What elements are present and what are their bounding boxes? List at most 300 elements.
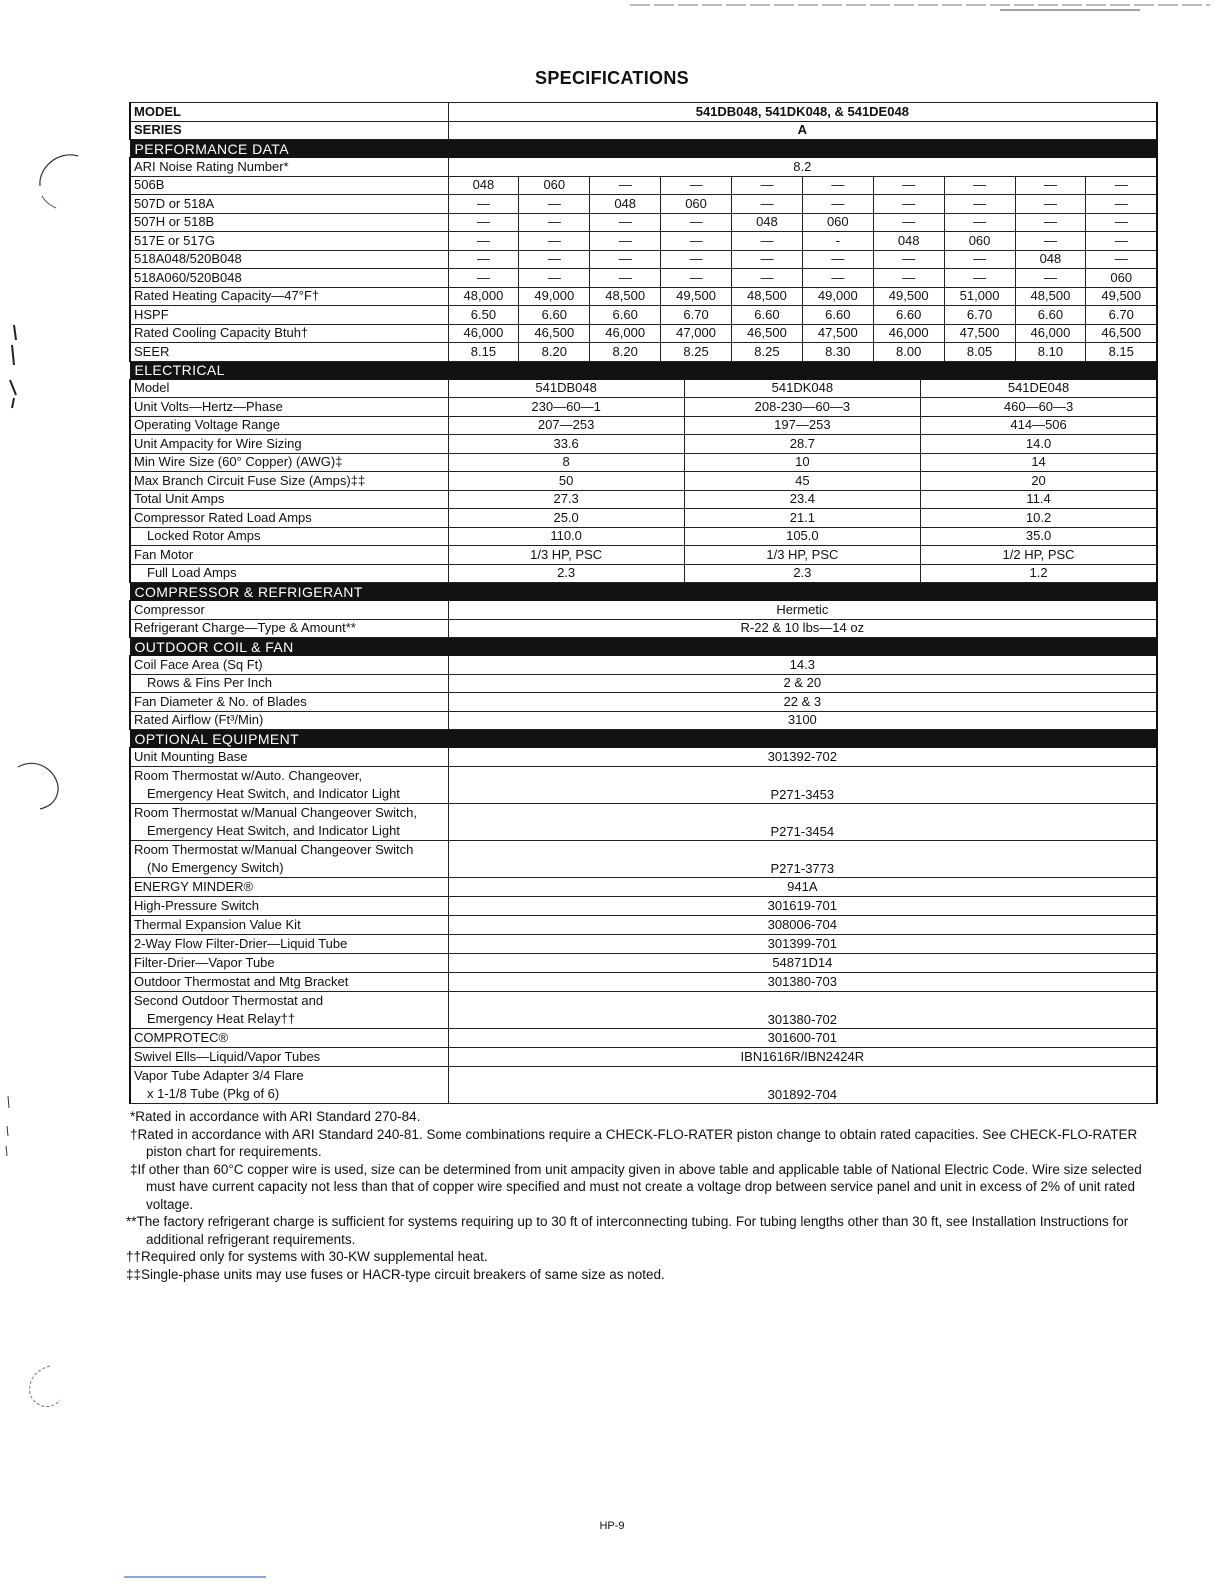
row-label: Total Unit Amps [130,490,448,509]
series-row [130,121,1157,140]
performance-cell: 8.05 [944,343,1015,362]
performance-cell: 060 [1086,269,1157,288]
row-label: SEER [130,343,448,362]
performance-cell: 47,000 [661,324,732,343]
electrical-cell: 230—60—1 [448,398,684,417]
punch-hole-mark [10,755,70,815]
performance-cell: — [732,176,803,195]
electrical-cell: 207—253 [448,416,684,435]
section-header-compressor [130,583,1157,601]
optional-value: 308006-704 [448,916,1157,935]
performance-row [130,250,1157,269]
electrical-cell: 105.0 [684,527,920,546]
performance-row [130,306,1157,325]
performance-cell: 46,500 [519,324,590,343]
performance-cell: — [448,213,519,232]
bottom-edge-line [124,1574,274,1580]
performance-cell: 8.25 [732,343,803,362]
performance-cell: — [1015,232,1086,251]
row-label: Rated Cooling Capacity Btuh† [130,324,448,343]
optional-value: 301892-704 [448,1067,1157,1104]
electrical-cell: 50 [448,472,684,491]
footnote [126,1213,1150,1248]
performance-cell: 060 [519,176,590,195]
electrical-row [130,453,1157,472]
compressor-row [130,619,1157,638]
performance-cell: — [732,232,803,251]
performance-cell: — [944,213,1015,232]
electrical-cell: 27.3 [448,490,684,509]
optional-value: 301619-701 [448,897,1157,916]
row-label: Max Branch Circuit Fuse Size (Amps)‡‡ [130,472,448,491]
row-label: Compressor [130,601,448,620]
row-label-line: ENERGY MINDER® [134,879,254,894]
optional-value: P271-3773 [448,841,1157,878]
row-label [130,748,448,767]
electrical-cell: 460—60—3 [921,398,1158,417]
footnotes [126,1108,1150,1283]
row-label [130,973,448,992]
row-label-line: High-Pressure Switch [134,898,259,913]
row-label [130,767,448,804]
electrical-cell: 1.2 [921,564,1158,583]
footnote-mark: ** [126,1214,137,1229]
electrical-row [130,527,1157,546]
row-label-line: Room Thermostat w/Manual Changeover Switch [134,842,414,857]
optional-row [130,841,1157,878]
performance-cell: — [732,269,803,288]
performance-row [130,213,1157,232]
performance-cell: — [519,195,590,214]
row-label: Model [130,379,448,398]
row-label: Locked Rotor Amps [130,527,448,546]
row-label-line: Emergency Heat Switch, and Indicator Light [147,786,400,801]
performance-cell: 46,500 [732,324,803,343]
row-label: 507H or 518B [130,213,448,232]
row-label: MODEL [130,103,448,122]
footnote-mark: † [130,1126,138,1142]
performance-cell: — [802,176,873,195]
optional-row [130,1048,1157,1067]
performance-row [130,269,1157,288]
row-label: Compressor Rated Load Amps [130,509,448,528]
performance-cell: — [1086,176,1157,195]
performance-cell: 49,000 [802,287,873,306]
electrical-row [130,509,1157,528]
electrical-cell: 23.4 [684,490,920,509]
row-label [130,1067,448,1104]
performance-cell: 47,500 [802,324,873,343]
row-label-line: x 1-1/8 Tube (Pkg of 6) [147,1086,280,1101]
coil-row [130,711,1157,730]
performance-cell: 060 [944,232,1015,251]
performance-cell: — [873,250,944,269]
optional-value: P271-3454 [448,804,1157,841]
performance-cell: 48,500 [732,287,803,306]
footnote-text: Rated in accordance with ARI Standard 270-84. [135,1109,421,1124]
optional-row [130,973,1157,992]
performance-cell: 6.60 [590,306,661,325]
row-label: 518A048/520B048 [130,250,448,269]
footnote [130,1108,1150,1126]
performance-cell: — [661,213,732,232]
row-label: Min Wire Size (60° Copper) (AWG)‡ [130,453,448,472]
performance-cell: 048 [873,232,944,251]
optional-row [130,897,1157,916]
performance-cell: — [944,250,1015,269]
series-value: A [448,121,1157,140]
optional-row [130,748,1157,767]
punch-hole-mark [28,148,88,218]
electrical-cell: 110.0 [448,527,684,546]
row-label: Rated Heating Capacity—47°F† [130,287,448,306]
electrical-cell: 208-230—60—3 [684,398,920,417]
electrical-cell: 14.0 [921,435,1158,454]
electrical-row [130,564,1157,583]
compressor-value: R-22 & 10 lbs—14 oz [448,619,1157,638]
performance-cell: 6.70 [661,306,732,325]
optional-row [130,1029,1157,1048]
performance-cell: — [944,269,1015,288]
row-label-line: 2-Way Flow Filter-Drier—Liquid Tube [134,936,348,951]
performance-row [130,343,1157,362]
performance-cell: — [732,195,803,214]
performance-cell: 49,000 [519,287,590,306]
performance-cell: — [448,232,519,251]
footnote-mark: †† [126,1249,142,1264]
row-label-line: Emergency Heat Switch, and Indicator Light [147,823,400,838]
footnote-text: The factory refrigerant charge is sufficient for systems requiring up to 30 ft of interconnecting tubing. For tubing lengths other than 30 ft, see Installation Instructions for additional refrigerant requirements. [136,1214,1129,1247]
row-label: Rated Airflow (Ft³/Min) [130,711,448,730]
optional-row [130,916,1157,935]
optional-value: 301392-702 [448,748,1157,767]
footnote-text: Rated in accordance with ARI Standard 240-81. Some combinations require a CHECK-FLO-RATER piston change to obtain rated capacities. See CHECK-FLO-RATER piston chart for requirements. [137,1126,1138,1159]
performance-cell: 060 [802,213,873,232]
performance-cell: — [661,176,732,195]
performance-cell: — [519,269,590,288]
specifications-table [129,102,1158,1104]
row-label-line: Swivel Ells—Liquid/Vapor Tubes [134,1049,321,1064]
performance-cell: 048 [1015,250,1086,269]
electrical-row [130,546,1157,565]
optional-value: 301380-702 [448,992,1157,1029]
footnote-text: Single-phase units may use fuses or HACR-type circuit breakers of same size as noted. [141,1266,665,1282]
performance-cell: 8.30 [802,343,873,362]
compressor-value: Hermetic [448,601,1157,620]
performance-cell: 6.50 [448,306,519,325]
performance-cell: 48,500 [1015,287,1086,306]
performance-cell: 8.10 [1015,343,1086,362]
performance-cell: — [873,213,944,232]
row-label: Fan Motor [130,546,448,565]
footnote-mark: ‡‡ [126,1266,142,1282]
row-label-line: Room Thermostat w/Auto. Changeover, [134,768,363,783]
footnote [130,1126,1150,1161]
optional-row [130,804,1157,841]
electrical-row [130,472,1157,491]
electrical-cell: 10.2 [921,509,1158,528]
electrical-cell: 1/3 HP, PSC [684,546,920,565]
row-label [130,935,448,954]
row-label: Full Load Amps [130,564,448,583]
electrical-cell: 8 [448,453,684,472]
section-header-coil [130,638,1157,656]
coil-row [130,693,1157,712]
performance-cell: — [873,195,944,214]
performance-cell: 49,500 [873,287,944,306]
row-label: Refrigerant Charge—Type & Amount** [130,619,448,638]
optional-row [130,935,1157,954]
row-label-line: Emergency Heat Relay†† [147,1011,296,1026]
performance-cell: 6.70 [944,306,1015,325]
model-row [130,103,1157,122]
performance-cell: 49,500 [1086,287,1157,306]
performance-cell: 6.60 [519,306,590,325]
electrical-cell: 1/2 HP, PSC [921,546,1158,565]
performance-cell: — [802,195,873,214]
performance-cell: — [661,232,732,251]
electrical-cell: 414—506 [921,416,1158,435]
performance-cell: 51,000 [944,287,1015,306]
performance-cell: — [661,269,732,288]
electrical-cell: 197—253 [684,416,920,435]
performance-cell: — [1015,269,1086,288]
performance-cell: — [590,269,661,288]
row-label: Fan Diameter & No. of Blades [130,693,448,712]
performance-cell: — [661,250,732,269]
performance-cell: — [944,195,1015,214]
performance-cell: — [590,213,661,232]
punch-hole-mark [20,1362,70,1422]
performance-cell: — [519,213,590,232]
electrical-cell: 2.3 [448,564,684,583]
row-label [130,954,448,973]
performance-cell: 6.60 [732,306,803,325]
electrical-cell: 11.4 [921,490,1158,509]
electrical-cell: 45 [684,472,920,491]
scan-artifact [0,1090,16,1160]
performance-cell: — [519,232,590,251]
page-number: HP-9 [599,1520,625,1532]
optional-value: 301600-701 [448,1029,1157,1048]
performance-cell: 048 [732,213,803,232]
electrical-cell: 14 [921,453,1158,472]
row-label: HSPF [130,306,448,325]
performance-cell: 8.15 [448,343,519,362]
electrical-cell: 2.3 [684,564,920,583]
row-label [130,897,448,916]
electrical-row [130,435,1157,454]
electrical-cell: 35.0 [921,527,1158,546]
row-label [130,878,448,897]
performance-cell: — [1086,213,1157,232]
performance-cell: — [1015,195,1086,214]
row-label: ARI Noise Rating Number* [130,158,448,177]
row-label [130,841,448,878]
coil-value: 22 & 3 [448,693,1157,712]
performance-cell: 46,000 [448,324,519,343]
model-value: 541DB048, 541DK048, & 541DE048 [448,103,1157,122]
optional-value: P271-3453 [448,767,1157,804]
section-header-performance [130,140,1157,158]
performance-row [130,324,1157,343]
performance-cell: — [944,176,1015,195]
ari-value: 8.2 [448,158,1157,177]
electrical-row [130,416,1157,435]
row-label-line: Second Outdoor Thermostat and [134,993,324,1008]
electrical-cell: 541DK048 [684,379,920,398]
performance-cell: 048 [590,195,661,214]
footnote [130,1161,1150,1214]
performance-cell: — [873,269,944,288]
performance-cell: 6.70 [1086,306,1157,325]
row-label: 518A060/520B048 [130,269,448,288]
section-header-optional [130,730,1157,748]
performance-cell: 46,000 [873,324,944,343]
performance-cell: — [590,232,661,251]
performance-cell: — [1015,176,1086,195]
top-edge-line [620,0,1224,14]
row-label: Unit Ampacity for Wire Sizing [130,435,448,454]
electrical-cell: 10 [684,453,920,472]
performance-cell: 46,000 [1015,324,1086,343]
footnote [126,1266,1150,1284]
row-label-line: COMPROTEC® [134,1030,229,1045]
scan-artifact [2,320,26,410]
footnote [126,1248,1150,1266]
performance-cell: 048 [448,176,519,195]
row-label: 507D or 518A [130,195,448,214]
electrical-cell: 33.6 [448,435,684,454]
optional-row [130,992,1157,1029]
performance-cell: — [802,250,873,269]
optional-row [130,878,1157,897]
performance-cell: — [1086,250,1157,269]
performance-cell: - [802,232,873,251]
electrical-row [130,379,1157,398]
performance-cell: 47,500 [944,324,1015,343]
performance-cell: — [873,176,944,195]
electrical-cell: 1/3 HP, PSC [448,546,684,565]
performance-cell: — [732,250,803,269]
footnote-mark: * [130,1109,136,1124]
row-label-line: Outdoor Thermostat and Mtg Bracket [134,974,349,989]
electrical-row [130,398,1157,417]
performance-cell: 060 [661,195,732,214]
section-title: ELECTRICAL [130,361,1157,379]
row-label [130,916,448,935]
section-title: PERFORMANCE DATA [130,140,1157,158]
electrical-cell: 20 [921,472,1158,491]
performance-cell: — [1086,232,1157,251]
row-label-line: Room Thermostat w/Manual Changeover Switch, [134,805,417,820]
electrical-row [130,490,1157,509]
optional-value: 941A [448,878,1157,897]
performance-row [130,232,1157,251]
row-label: Coil Face Area (Sq Ft) [130,656,448,675]
performance-cell: 8.15 [1086,343,1157,362]
row-label-line: Filter-Drier—Vapor Tube [134,955,275,970]
row-label: Unit Volts—Hertz—Phase [130,398,448,417]
performance-cell: 46,500 [1086,324,1157,343]
coil-value: 2 & 20 [448,674,1157,693]
performance-cell: 49,500 [661,287,732,306]
section-header-electrical [130,361,1157,379]
performance-cell: — [448,250,519,269]
ari-row [130,158,1157,177]
performance-cell: 46,000 [590,324,661,343]
section-title: COMPRESSOR & REFRIGERANT [130,583,1157,601]
performance-cell: — [1086,195,1157,214]
row-label: Operating Voltage Range [130,416,448,435]
coil-value: 3100 [448,711,1157,730]
row-label [130,1048,448,1067]
performance-cell: — [590,176,661,195]
performance-row [130,287,1157,306]
performance-cell: — [1015,213,1086,232]
coil-row [130,656,1157,675]
performance-cell: 6.60 [873,306,944,325]
performance-cell: — [448,195,519,214]
optional-row [130,767,1157,804]
electrical-cell: 541DB048 [448,379,684,398]
section-title: OUTDOOR COIL & FAN [130,638,1157,656]
optional-value: IBN1616R/IBN2424R [448,1048,1157,1067]
row-label: SERIES [130,121,448,140]
row-label [130,1029,448,1048]
performance-cell: — [802,269,873,288]
row-label: Rows & Fins Per Inch [130,674,448,693]
row-label: 517E or 517G [130,232,448,251]
performance-cell: 48,500 [590,287,661,306]
footnote-mark: ‡ [130,1161,138,1177]
row-label [130,992,448,1029]
row-label [130,804,448,841]
electrical-cell: 541DE048 [921,379,1158,398]
performance-cell: 8.00 [873,343,944,362]
coil-row [130,674,1157,693]
footnote-text: If other than 60°C copper wire is used, size can be determined from unit ampacity given in above table and applicable table of National Electric Code. Wire size selected must have current capacity not less than that of copper wire specified and must not create a voltage drop between service panel and unit in excess of 2% of unit rated voltage. [137,1161,1142,1212]
performance-cell: 6.60 [1015,306,1086,325]
electrical-cell: 21.1 [684,509,920,528]
row-label-line: Vapor Tube Adapter 3/4 Flare [134,1068,304,1083]
row-label-line: (No Emergency Switch) [147,860,284,875]
section-title: OPTIONAL EQUIPMENT [130,730,1157,748]
optional-row [130,1067,1157,1104]
coil-value: 14.3 [448,656,1157,675]
optional-row [130,954,1157,973]
row-label-line: Thermal Expansion Value Kit [134,917,301,932]
electrical-cell: 28.7 [684,435,920,454]
performance-cell: — [519,250,590,269]
performance-cell: 6.60 [802,306,873,325]
optional-value: 54871D14 [448,954,1157,973]
performance-row [130,176,1157,195]
row-label-line: Unit Mounting Base [134,749,248,764]
performance-cell: — [448,269,519,288]
performance-cell: 8.20 [519,343,590,362]
performance-cell: — [590,250,661,269]
performance-cell: 8.20 [590,343,661,362]
electrical-cell: 25.0 [448,509,684,528]
row-label: 506B [130,176,448,195]
performance-row [130,195,1157,214]
performance-cell: 8.25 [661,343,732,362]
compressor-row [130,601,1157,620]
footnote-text: Required only for systems with 30-KW supplemental heat. [141,1249,488,1264]
page-title: SPECIFICATIONS [535,68,689,88]
optional-value: 301399-701 [448,935,1157,954]
